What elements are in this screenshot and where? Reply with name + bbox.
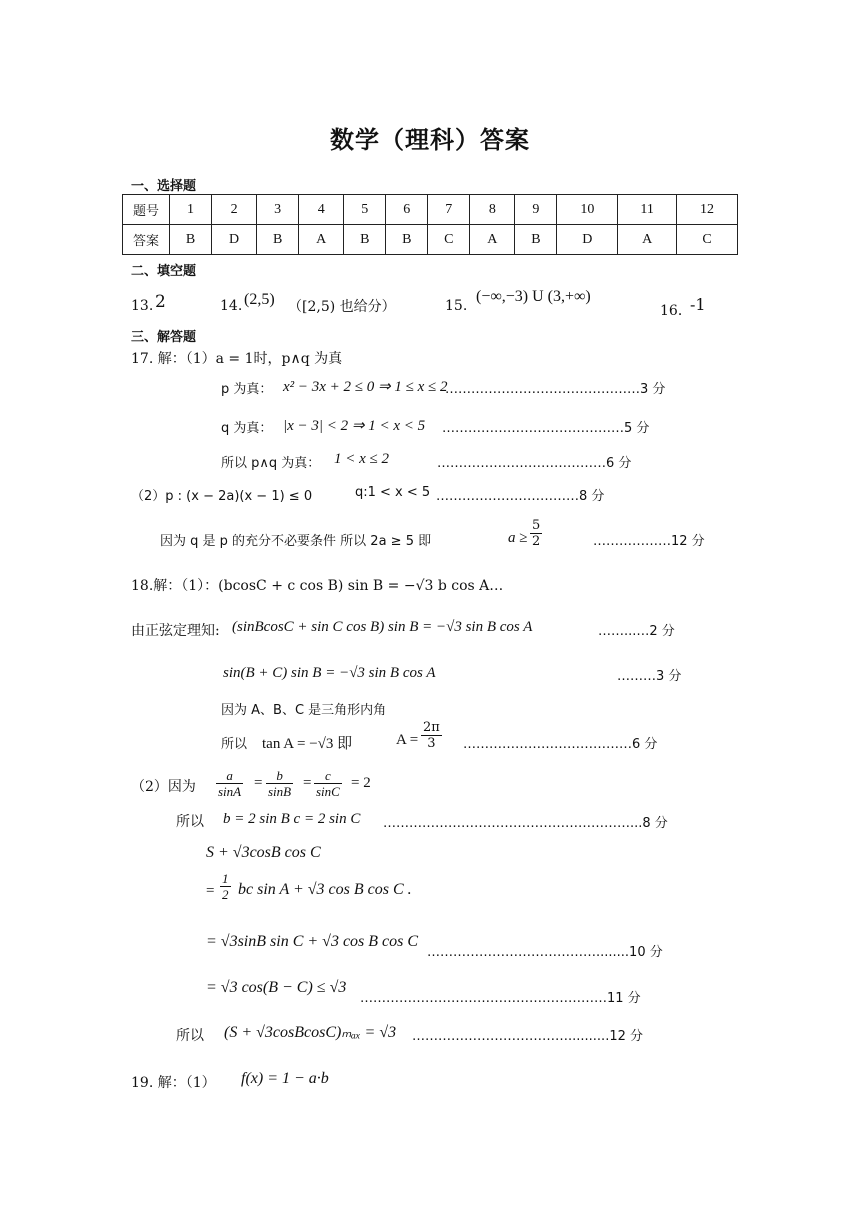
q17-line2-math: x² − 3x + 2 ≤ 0 ⇒ 1 ≤ x ≤ 2 [283, 379, 448, 395]
q17-fraction-denominator: 2 [532, 534, 541, 549]
q18-ratio-a-num: a [216, 768, 243, 784]
table-cell: B [170, 225, 212, 255]
q18-line5-math: tan A = −√3 即 [262, 736, 353, 752]
q18-line2-score: ……...…2 分 [598, 624, 675, 639]
table-row-answers [123, 225, 738, 255]
table-cell: A [299, 225, 344, 255]
equals-sign: = [303, 775, 312, 791]
q18-angle-denominator: 3 [427, 736, 436, 751]
q18-line9-eq: = [206, 883, 215, 899]
q18-half-fraction [220, 871, 231, 902]
q18-line9-math: bc sin A + √3 cos B cos C . [238, 881, 412, 898]
q18-line12-label: 所以 [176, 1028, 204, 1044]
table-cell: 12 [677, 195, 738, 225]
q17-line5-q: q:1 < x < 5 [355, 485, 431, 500]
q18-ratio-c [314, 768, 342, 799]
q18-half-den: 2 [222, 887, 229, 902]
table-cell: A [470, 225, 515, 255]
q17-line6-math: a ≥ [508, 530, 528, 546]
q17-line3-label: q 为真： [221, 421, 273, 436]
q18-line12-math: (S + √3cosBcosC)ₘₐₓ = √3 [224, 1024, 397, 1041]
table-cell: 7 [428, 195, 470, 225]
q17-fraction-numerator: 5 [532, 518, 541, 533]
table-cell: D [557, 225, 618, 255]
q18-ratio-a [216, 768, 243, 799]
q17-line4-label: 所以 p∧q 为真： [221, 456, 321, 471]
table-cell: 10 [557, 195, 618, 225]
q17-line6-text: 因为 q 是 p 的充分不必要条件 所以 2a ≥ 5 即 [160, 534, 432, 549]
table-cell: B [344, 225, 386, 255]
q18-angle-numerator: 2π [423, 720, 440, 735]
q16-answer: -1 [690, 295, 706, 314]
q18-line6-label: （2）因为 [131, 779, 196, 795]
q16-label: 16． [660, 303, 692, 319]
section-choice-heading: 一、选择题 [131, 179, 197, 194]
page-title: 数学（理科）答案 [330, 126, 530, 154]
q17-line6-score: ………………12 分 [593, 534, 705, 549]
q13-answer: 2 [155, 292, 166, 312]
q18-line4: 因为 A、B、C 是三角形内角 [221, 703, 387, 718]
q18-line5-A: A = [396, 732, 419, 748]
table-cell: 5 [344, 195, 386, 225]
q17-line2-label: p 为真： [221, 382, 273, 397]
table-cell: B [515, 225, 557, 255]
q18-fraction-angle [421, 720, 442, 751]
q18-line11-score: …………………………………………………11 分 [360, 991, 641, 1006]
q18-line7-math: b = 2 sin B c = 2 sin C [223, 811, 361, 827]
q18-line3-math: sin(B + C) sin B = −√3 sin B cos A [223, 665, 436, 681]
q19-line1-math: f(x) = 1 − a·b [241, 1070, 329, 1087]
q18-ratio-b [266, 768, 293, 799]
q17-line3-score: ……………………………………5 分 [442, 421, 650, 436]
q17-line4-math: 1 < x ≤ 2 [334, 451, 390, 467]
q13-label: 13. [131, 298, 154, 314]
q18-line12-score: ………………………………..........12 分 [412, 1029, 643, 1044]
q18-line2-label: 由正弦定理知: [131, 623, 220, 639]
table-cell: 8 [470, 195, 515, 225]
table-cell: B [257, 225, 299, 255]
q18-line1: 18.解：（1）：(bcosC + c cos B) sin B = −√3 b cos A… [131, 578, 504, 594]
answer-table [122, 194, 738, 255]
q14-label: 14. [220, 298, 243, 314]
table-cell: 6 [386, 195, 428, 225]
q18-line10-math: = √3sinB sin C + √3 cos B cos C [206, 933, 419, 950]
q18-line8: S + √3cosB cos C [206, 844, 321, 861]
table-cell: D [211, 225, 256, 255]
table-cell: 11 [618, 195, 677, 225]
q18-line5-label: 所以 [221, 737, 248, 752]
table-cell: 4 [299, 195, 344, 225]
q15-answer: (−∞,−3) U (3,+∞) [476, 288, 591, 305]
q17-line4-score: …………………………………6 分 [437, 456, 632, 471]
q18-ratio-a-den: sinA [218, 784, 242, 799]
q17-fraction [530, 518, 542, 549]
q17-line1: 17. 解：（1）a = 1时，p∧q 为真 [131, 351, 343, 367]
q18-line2-math: (sinBcosC + sin C cos B) sin B = −√3 sin B cos A [232, 619, 533, 635]
table-cell: C [677, 225, 738, 255]
table-row-label: 题号 [123, 195, 170, 225]
q18-half-num: 1 [222, 871, 229, 886]
table-cell: 9 [515, 195, 557, 225]
table-cell: 2 [211, 195, 256, 225]
q18-line3-score: ………3 分 [617, 669, 682, 684]
q18-ratio-c-den: sinC [316, 784, 340, 799]
table-cell: C [428, 225, 470, 255]
table-cell: 3 [257, 195, 299, 225]
q18-line10-score: …………………………………........10 分 [427, 945, 663, 960]
equals-sign: = [254, 775, 263, 791]
q18-line7-label: 所以 [176, 814, 204, 830]
q17-line2-score: ………………………………………3 分 [445, 382, 666, 397]
table-cell: A [618, 225, 677, 255]
q18-ratio-c-num: c [314, 768, 342, 784]
q17-line5-label: （2）p : (x − 2a)(x − 1) ≤ 0 [131, 489, 313, 504]
section-solve-heading: 三、解答题 [131, 330, 197, 345]
q18-line11-math: = √3 cos(B − C) ≤ √3 [206, 979, 347, 996]
q14-answer: (2,5) [244, 291, 275, 308]
table-cell: B [386, 225, 428, 255]
q18-line7-score: …………………………………………………...8 分 [383, 816, 668, 831]
q18-ratio-value: = 2 [351, 775, 371, 791]
q17-line3-math: |x − 3| < 2 ⇒ 1 < x < 5 [283, 418, 426, 434]
table-cell: 1 [170, 195, 212, 225]
table-row-label: 答案 [123, 225, 170, 255]
q18-ratio-b-den: sinB [268, 784, 292, 799]
q17-line5-score: ……………………………8 分 [436, 489, 605, 504]
q19-line1: 19. 解：（1） [131, 1075, 216, 1091]
q18-line5-score: …………………………………6 分 [463, 737, 658, 752]
q14-note: （[2,5) 也给分） [288, 299, 396, 315]
section-fill-heading: 二、填空题 [131, 264, 197, 279]
q15-label: 15. [445, 298, 468, 314]
q18-ratio-b-num: b [266, 768, 293, 784]
table-row-numbers [123, 195, 738, 225]
